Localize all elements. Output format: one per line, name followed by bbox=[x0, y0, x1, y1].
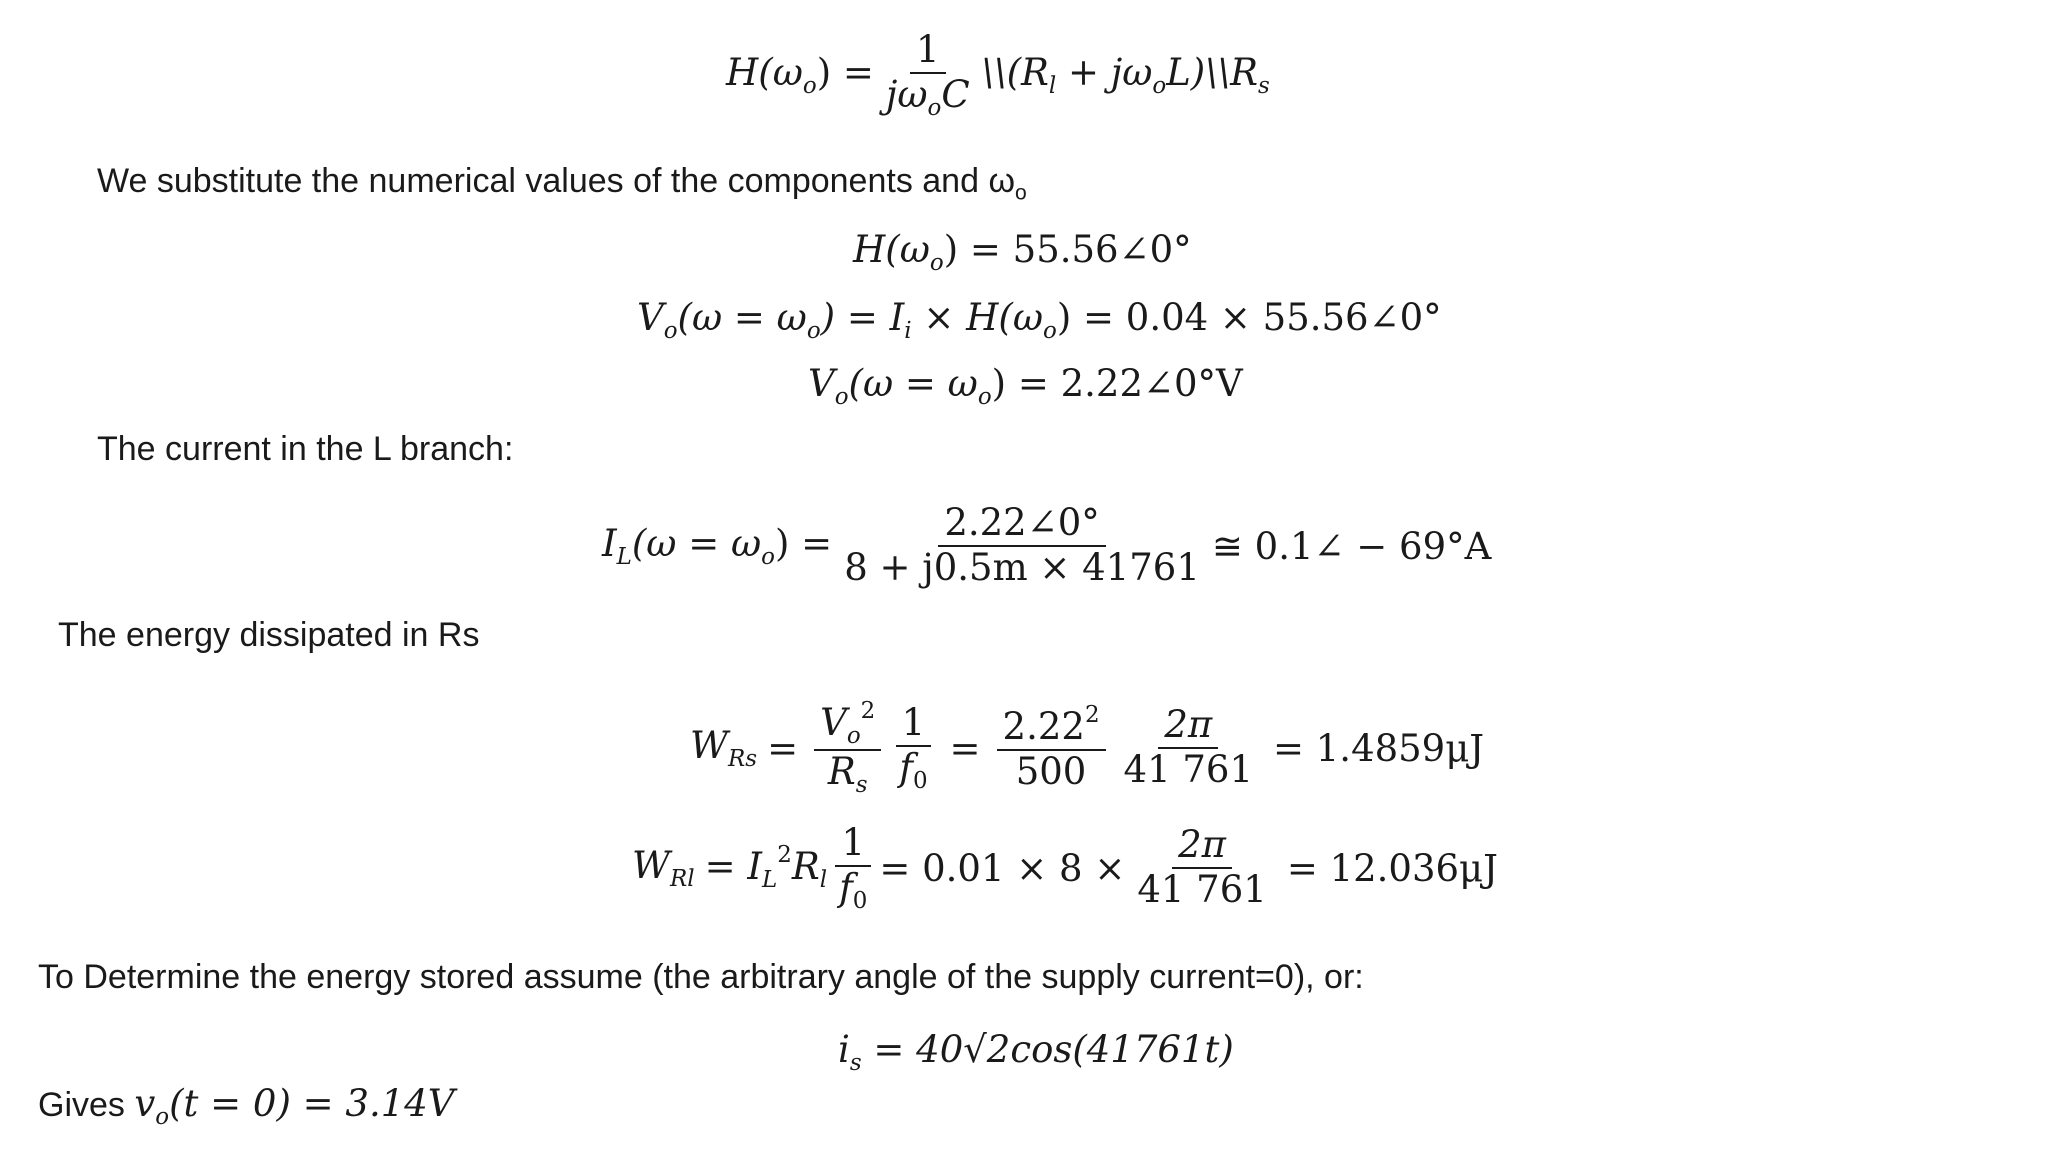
eq-wrl-num-2pi: 2π bbox=[1172, 824, 1232, 869]
eq-wrs-frac-vo-rs bbox=[814, 698, 881, 799]
eq-wrs-equals-1: = bbox=[767, 726, 799, 770]
eq-il-numerator: 2.22∠0° bbox=[938, 502, 1105, 547]
eq-wrs-frac-222-500 bbox=[997, 702, 1106, 793]
equation-is: $i_s = 40√2\cos(41761t)$ bbox=[838, 1028, 1234, 1077]
eq-wrl-rhs: = 12.036μJ bbox=[1286, 846, 1498, 890]
eq-wrl-frac-1-f0 bbox=[833, 822, 873, 914]
text-gives-math: $v_o(t = 0) = 3.14V$ bbox=[134, 1082, 455, 1131]
eq-il-lhs: $I_L(\omega = \omega_o)$ = bbox=[602, 521, 833, 570]
equation-w-rl bbox=[632, 818, 1498, 918]
eq-wrs-den-500: 500 bbox=[1015, 750, 1087, 794]
eq-wrs-den-f0: $f_0$ bbox=[899, 745, 928, 794]
equation-h-value: $H(\omega_o)$ = 55.56∠0° bbox=[853, 228, 1192, 277]
eq-h-denominator: $j\omega_oC$ bbox=[885, 72, 970, 121]
eq-wrl-den-41761: 41 761 bbox=[1137, 868, 1267, 911]
eq-wrs-den-rs: $R_s$ bbox=[827, 750, 868, 799]
eq-h-parallel: $\backslash\backslash(R_l$ + $j\omega_oL)\backslash\backslash R_s$ bbox=[981, 50, 1270, 99]
eq-h-lhs: $H(\omega_o)$ = bbox=[726, 50, 874, 99]
eq-wrs-frac-2pi bbox=[1118, 704, 1259, 791]
eq-wrs-num-2pi: 2π bbox=[1158, 704, 1218, 749]
text-determine-energy-stored: To Determine the energy stored assume (the arbitrary angle of the supply current=0), or: bbox=[38, 958, 1364, 996]
eq-wrs-frac-1-f0 bbox=[893, 702, 933, 794]
eq-h-numerator: 1 bbox=[910, 29, 946, 74]
eq-h-fraction bbox=[880, 29, 976, 121]
text-gives-label: Gives bbox=[38, 1086, 135, 1124]
eq-wrs-num-222: 2.22$^2$ bbox=[997, 702, 1106, 751]
eq-il-denominator: 8 + j0.5m × 41761 bbox=[844, 546, 1200, 589]
eq-wrs-rhs: = 1.4859μJ bbox=[1273, 726, 1485, 770]
eq-wrs-den-41761: 41 761 bbox=[1123, 748, 1253, 791]
equation-vo-product: $V_o(\omega = \omega_o) = I_i \times H(\omega_o) = 0.04$ × 55.56∠0° bbox=[637, 296, 1442, 345]
equation-w-rs bbox=[690, 698, 1484, 798]
eq-wrl-il2-rl: = $I_L^2R_l$ bbox=[704, 842, 828, 894]
text-energy-dissipated: The energy dissipated in Rs bbox=[58, 616, 480, 654]
eq-wrs-lhs: $W_{Rs}$ bbox=[690, 723, 758, 772]
eq-il-fraction bbox=[838, 502, 1206, 589]
text-gives-vo bbox=[38, 1082, 455, 1130]
eq-wrs-num-vo: $V_o^2$ bbox=[814, 698, 881, 752]
equation-vo-result: $V_o(\omega = \omega_o)$ = 2.22∠0°V bbox=[808, 362, 1243, 411]
eq-il-rhs: ≅ 0.1∠ − 69°A bbox=[1211, 524, 1492, 568]
eq-wrl-mid: = 0.01 × 8 × bbox=[879, 846, 1126, 890]
equation-il bbox=[602, 498, 1491, 594]
eq-wrl-lhs: $W_{Rl}$ bbox=[632, 843, 695, 892]
eq-wrl-frac-2pi bbox=[1131, 824, 1272, 911]
text-substitute: We substitute the numerical values of the components and $\omega_o$ bbox=[97, 162, 1027, 205]
text-current-l-branch: The current in the L branch: bbox=[97, 430, 514, 468]
eq-wrl-den-f0: $f_0$ bbox=[839, 865, 868, 914]
eq-wrl-num-1: 1 bbox=[835, 822, 871, 867]
eq-wrs-num-1: 1 bbox=[896, 702, 932, 747]
equation-h-omega bbox=[726, 28, 1270, 121]
eq-wrs-equals-2: = bbox=[949, 726, 981, 770]
